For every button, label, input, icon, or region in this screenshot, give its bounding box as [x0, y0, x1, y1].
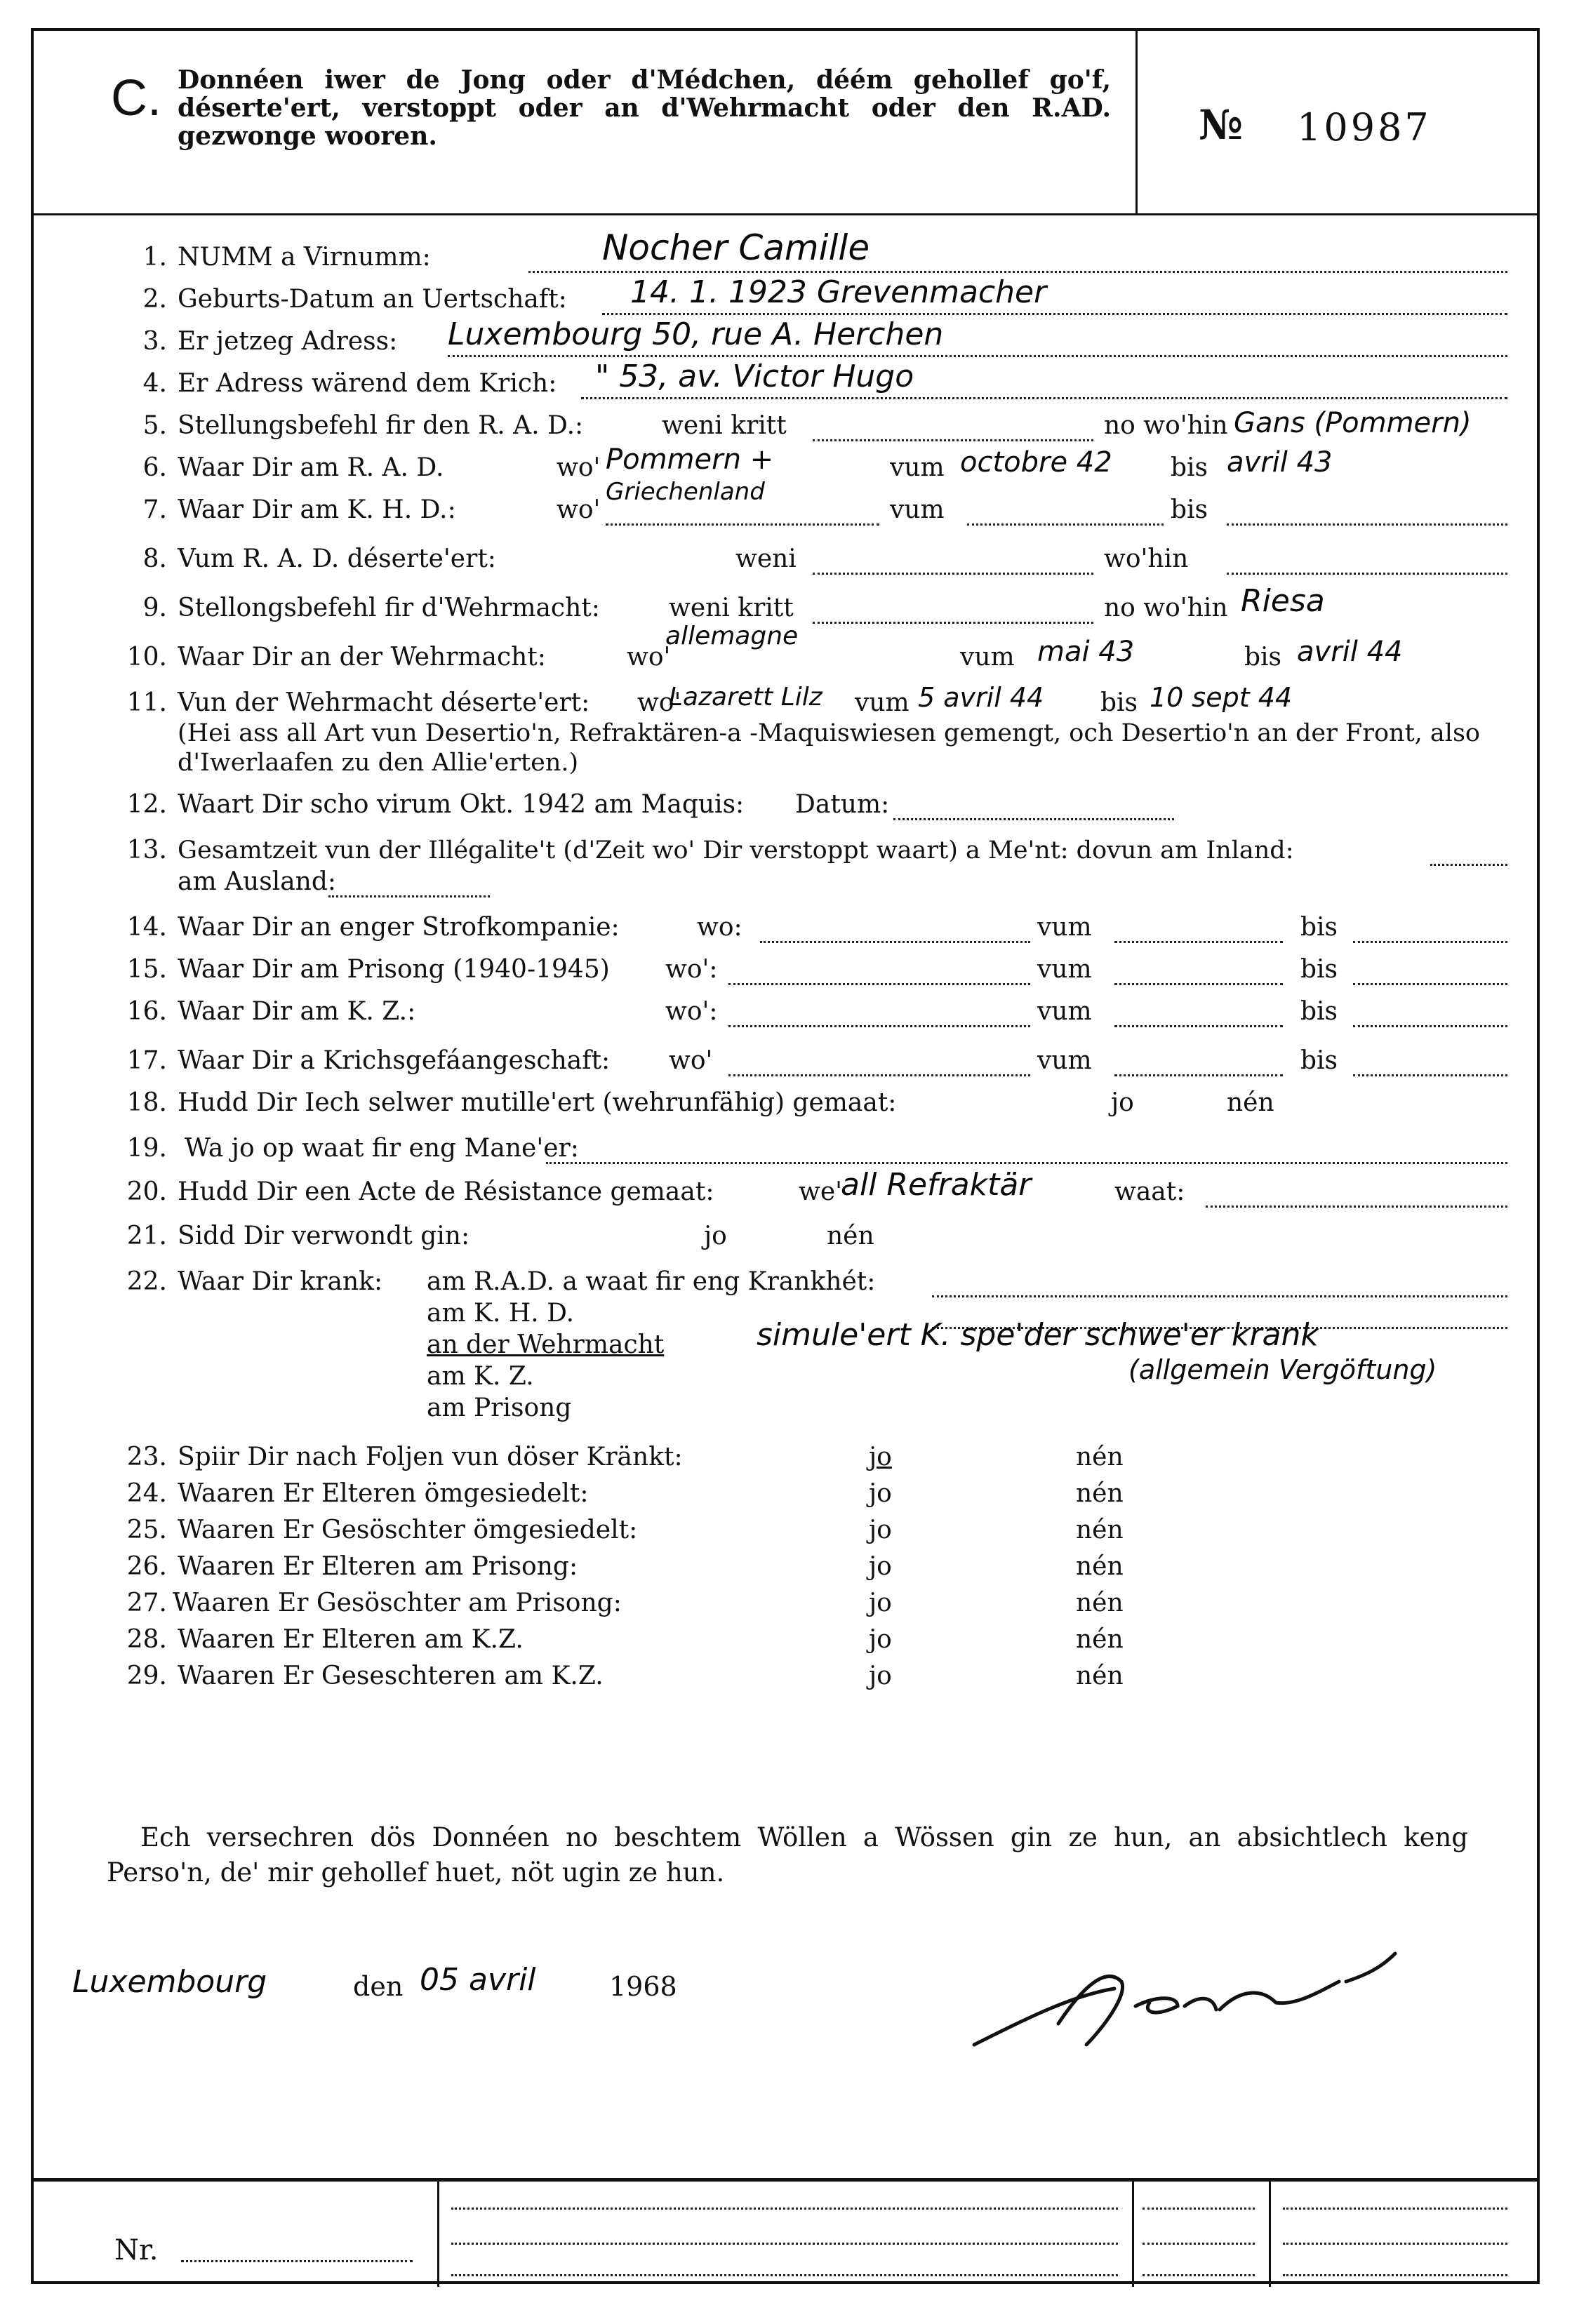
- jo-option[interactable]: jo: [704, 1222, 727, 1250]
- table-divider: [1132, 2182, 1134, 2287]
- vum-label: vum: [890, 495, 945, 524]
- row-number: 8.: [142, 545, 167, 573]
- fill-line[interactable]: [728, 1024, 1030, 1027]
- weni-label: weni kritt: [669, 594, 794, 622]
- row-label: Vum R. A. D. déserte'ert:: [178, 545, 496, 573]
- row-number: 17.: [126, 1046, 167, 1075]
- row-label: Waaren Er Elteren am Prisong:: [178, 1552, 578, 1581]
- bis-label: bis: [1300, 997, 1338, 1026]
- fill-line[interactable]: [1283, 2241, 1507, 2245]
- form-row-21: [34, 1220, 1537, 1253]
- sub-label-wehrmacht: an der Wehrmacht: [427, 1330, 665, 1359]
- fill-line[interactable]: [602, 312, 1507, 315]
- year-label: 1968: [609, 1971, 677, 2002]
- form-row-22: [34, 1266, 1537, 1298]
- form-row-5: [34, 407, 1537, 442]
- handwritten-destination: Riesa: [1241, 583, 1325, 619]
- nen-option[interactable]: nén: [1076, 1552, 1124, 1581]
- row-number: 29.: [126, 1662, 167, 1690]
- row-label: Vun der Wehrmacht déserte'ert:: [178, 688, 590, 717]
- handwritten-wo: allemagne: [665, 622, 799, 650]
- row-number: 23.: [126, 1443, 167, 1471]
- bis-label: bis: [1244, 643, 1282, 672]
- row-number: 13.: [126, 836, 167, 864]
- sub-label-prisong: am Prisong: [427, 1394, 572, 1422]
- row-label: Waaren Er Geseschteren am K.Z.: [178, 1662, 604, 1690]
- form-row-26: [34, 1551, 1537, 1583]
- handwritten-bis: 10 sept 44: [1150, 682, 1293, 713]
- bis-label: bis: [1171, 453, 1208, 482]
- fill-line[interactable]: [1353, 982, 1507, 985]
- row-label: Wa jo op waat fir eng Mane'er:: [185, 1134, 579, 1163]
- wo-label: wo': [557, 453, 601, 482]
- we-label: we': [799, 1177, 843, 1206]
- row-label: Waar Dir am K. Z.:: [178, 997, 416, 1026]
- row-label: Waaren Er Elteren ömgesiedelt:: [178, 1479, 589, 1508]
- nen-option[interactable]: nén: [1076, 1479, 1124, 1508]
- fill-line[interactable]: [451, 2273, 1118, 2276]
- form-row-2: [34, 274, 1537, 316]
- handwritten-bis: avril 44: [1297, 636, 1403, 668]
- den-label: den: [353, 1971, 404, 2002]
- table-divider: [437, 2182, 439, 2287]
- vum-label: vum: [1037, 1046, 1092, 1075]
- row-label: Waar Dir am R. A. D.: [178, 453, 444, 482]
- row-number: 28.: [126, 1625, 167, 1654]
- fill-line[interactable]: [813, 438, 1093, 441]
- fill-line[interactable]: [728, 1073, 1030, 1076]
- fill-line[interactable]: [1353, 940, 1507, 943]
- form-row-18: [34, 1087, 1537, 1119]
- handwritten-vum: 5 avril 44: [918, 682, 1044, 713]
- wohin-label: wo'hin: [1104, 545, 1189, 573]
- form-row-1: [34, 227, 1537, 274]
- row-label: Hudd Dir Iech selwer mutille'ert (wehrunfähig) gemaat:: [178, 1088, 897, 1117]
- row-label: Waaren Er Gesöschter am Prisong:: [173, 1589, 622, 1617]
- fill-line[interactable]: [1114, 982, 1283, 985]
- section-letter: C.: [111, 70, 161, 126]
- declaration-text: Ech versechren dös Donnéen no beschtem Wöllen a Wössen gin ze hun, an absichtlech keng Perso'n, de' mir gehollef huet, nöt ugin ze hun.: [107, 1822, 1468, 1888]
- row-label: Sidd Dir verwondt gin:: [178, 1222, 470, 1250]
- wo-label: wo': [627, 643, 671, 672]
- fill-line[interactable]: [813, 571, 1093, 575]
- fill-line[interactable]: [1114, 1024, 1283, 1027]
- handwritten-wo: Lazarett Lilz: [669, 683, 822, 712]
- nr-label: Nr.: [114, 2234, 159, 2266]
- footer-table: [34, 2178, 1537, 2287]
- bis-label: bis: [1300, 913, 1338, 942]
- fill-line[interactable]: [606, 522, 879, 526]
- fill-line[interactable]: [1143, 2241, 1255, 2245]
- jo-option[interactable]: jo: [869, 1625, 892, 1654]
- nen-option[interactable]: nén: [1076, 1589, 1124, 1617]
- form-row-24: [34, 1478, 1537, 1510]
- fill-line[interactable]: [1227, 571, 1507, 575]
- row-11-note: (Hei ass all Art vun Desertio'n, Refraktären-a -Maquiswiesen gemengt, och Desertio'n an der Front, also d'Iwerlaafen zu den Allie'erten.): [178, 719, 1480, 777]
- row-number: 24.: [126, 1479, 167, 1508]
- fill-line[interactable]: [813, 620, 1093, 624]
- fill-line[interactable]: [328, 894, 490, 897]
- vum-label: vum: [890, 453, 945, 482]
- form-row-19: [34, 1133, 1537, 1165]
- fill-line[interactable]: [451, 2206, 1118, 2210]
- handwritten-illness: simule'ert K. spe'der schwe'er krank: [757, 1317, 1319, 1353]
- bis-label: bis: [1300, 1046, 1338, 1075]
- nen-option[interactable]: nén: [1076, 1516, 1124, 1544]
- row-label: Hudd Dir een Acte de Résistance gemaat:: [178, 1177, 714, 1206]
- signature: [946, 1939, 1451, 2080]
- form-number: 10987: [1297, 105, 1432, 149]
- fill-line[interactable]: [1143, 2206, 1255, 2210]
- row-number: 15.: [126, 955, 167, 984]
- row-label: Waar Dir a Krichsgefáangeschaft:: [178, 1046, 611, 1075]
- wohin-label: no wo'hin: [1104, 594, 1228, 622]
- fill-line[interactable]: [1353, 1024, 1507, 1027]
- fill-line[interactable]: [728, 982, 1030, 985]
- row-label: Waar Dir an enger Strofkompanie:: [178, 913, 620, 942]
- row-number: 10.: [126, 643, 167, 672]
- sub-label-rad: am R.A.D. a waat fir eng Krankhét:: [427, 1267, 876, 1296]
- form-row-4: [34, 359, 1537, 400]
- nen-option[interactable]: nén: [1076, 1443, 1124, 1471]
- row-number: 9.: [142, 594, 167, 622]
- table-divider: [1269, 2182, 1271, 2287]
- jo-option[interactable]: jo: [869, 1479, 892, 1508]
- row-label: Spiir Dir nach Foljen vun döser Kränkt:: [178, 1443, 683, 1471]
- row-label: Stellungsbefehl fir den R. A. D.:: [178, 411, 584, 440]
- fill-line[interactable]: [760, 940, 1030, 943]
- row-number: 21.: [126, 1222, 167, 1250]
- fill-line[interactable]: [1143, 2273, 1255, 2276]
- row-label: Er Adress wärend dem Krich:: [178, 369, 557, 398]
- row-label: Waart Dir scho virum Okt. 1942 am Maquis:: [178, 790, 745, 819]
- row-label: Stellongsbefehl fir d'Wehrmacht:: [178, 594, 600, 622]
- fill-line[interactable]: [1114, 1073, 1283, 1076]
- form-row-22-prisong: [34, 1392, 1537, 1424]
- nen-option[interactable]: nén: [1227, 1088, 1274, 1117]
- section-title: Donnéen iwer de Jong oder d'Médchen, déém gehollef go'f, déserte'ert, verstoppt oder an d'Wehrmacht oder den R.AD. gezwonge wooren.: [178, 65, 1111, 151]
- fill-line[interactable]: [967, 522, 1164, 526]
- vum-label: vum: [960, 643, 1015, 672]
- jo-option[interactable]: jo: [869, 1516, 892, 1544]
- form-row-27: [34, 1587, 1537, 1620]
- row-number: 1.: [142, 243, 167, 272]
- nen-option[interactable]: nén: [827, 1222, 874, 1250]
- form-row-28: [34, 1624, 1537, 1656]
- vum-label: vum: [1037, 955, 1092, 984]
- nen-option[interactable]: nén: [1076, 1662, 1124, 1690]
- form-frame: [31, 28, 1540, 2284]
- wo-label: wo': [669, 1046, 713, 1075]
- row-number: 25.: [126, 1516, 167, 1544]
- row-label: Waaren Er Gesöschter ömgesiedelt:: [178, 1516, 638, 1544]
- wo-label: wo': [557, 495, 601, 524]
- form-row-8: [34, 543, 1537, 575]
- form-row-7: [34, 478, 1537, 526]
- handwritten-destination: Gans (Pommern): [1234, 407, 1472, 439]
- jo-option[interactable]: jo: [869, 1662, 892, 1690]
- wo-label: wo':: [665, 955, 718, 984]
- row-label: Waar Dir am Prisong (1940-1945): [178, 955, 610, 984]
- handwritten-vum: octobre 42: [960, 446, 1112, 479]
- fill-line[interactable]: [448, 354, 1507, 357]
- weni-label: weni: [735, 545, 797, 573]
- handwritten-resistance: all Refraktär: [841, 1167, 1032, 1203]
- row-number: 7.: [142, 495, 167, 524]
- sub-label-kz: am K. Z.: [427, 1362, 534, 1391]
- form-row-15: [34, 954, 1537, 986]
- handwritten-name: Nocher Camille: [602, 227, 870, 268]
- row-label: Geburts-Datum an Uertschaft:: [178, 285, 567, 314]
- row-number: 27.: [126, 1589, 167, 1617]
- fill-line[interactable]: [528, 269, 1507, 273]
- row-number: 26.: [126, 1552, 167, 1581]
- wohin-label: no wo'hin: [1104, 411, 1228, 440]
- header-divider: [1135, 31, 1138, 213]
- form-row-3: [34, 316, 1537, 358]
- row-number: 16.: [126, 997, 167, 1026]
- row-number: 18.: [126, 1088, 167, 1117]
- form-row-23: [34, 1441, 1537, 1474]
- weni-label: weni kritt: [662, 411, 787, 440]
- fill-line[interactable]: [1206, 1204, 1507, 1208]
- fill-line[interactable]: [181, 2259, 413, 2262]
- handwritten-vum: mai 43: [1037, 636, 1135, 668]
- sub-label-khd: am K. H. D.: [427, 1299, 575, 1328]
- bis-label: bis: [1171, 495, 1208, 524]
- row-number: 3.: [142, 327, 167, 356]
- row-label: Waar Dir am K. H. D.:: [178, 495, 456, 524]
- handwritten-wo: Griechenland: [606, 478, 765, 506]
- fill-line[interactable]: [581, 396, 1507, 399]
- form-row-14: [34, 911, 1537, 944]
- form-row-11: [34, 682, 1537, 719]
- handwritten-war-address: " 53, av. Victor Hugo: [595, 359, 914, 394]
- fill-line[interactable]: [1114, 940, 1283, 943]
- row-label: Waar Dir an der Wehrmacht:: [178, 643, 546, 672]
- form-row-10: [34, 622, 1537, 674]
- jo-option[interactable]: jo: [869, 1589, 892, 1617]
- row-label: Gesamtzeit vun der Illégalite't (d'Zeit wo' Dir verstoppt waart) a Me'nt: dovun am Inland:: [178, 836, 1294, 864]
- vum-label: vum: [1037, 913, 1092, 942]
- vum-label: vum: [855, 688, 910, 717]
- handwritten-wo: Pommern +: [606, 443, 774, 476]
- fill-line[interactable]: [1353, 1073, 1507, 1076]
- jo-option[interactable]: jo: [1111, 1088, 1134, 1117]
- wo-label: wo':: [665, 997, 718, 1026]
- datum-label: Datum:: [795, 790, 890, 819]
- form-row-13b: [34, 866, 1537, 898]
- form-row-16: [34, 996, 1537, 1028]
- row-number: 22.: [126, 1267, 167, 1296]
- handwritten-address: Luxembourg 50, rue A. Herchen: [448, 316, 944, 352]
- row-label: NUMM a Virnumm:: [178, 243, 431, 272]
- row-number: 4.: [142, 369, 167, 398]
- row-label: am Ausland:: [178, 867, 337, 896]
- wo-label: wo:: [697, 913, 742, 942]
- form-header: [34, 31, 1537, 215]
- form-row-22-kz: [34, 1354, 1537, 1393]
- handwritten-illness-note: (allgemein Vergöftung): [1128, 1354, 1437, 1385]
- fill-line[interactable]: [1227, 522, 1507, 526]
- row-number: 6.: [142, 453, 167, 482]
- form-row-29: [34, 1660, 1537, 1692]
- row-number: 20.: [126, 1177, 167, 1206]
- row-number: 2.: [142, 285, 167, 314]
- form-row-20: [34, 1167, 1537, 1208]
- fill-line[interactable]: [1283, 2206, 1507, 2210]
- row-label: Waaren Er Elteren am K.Z.: [178, 1625, 524, 1654]
- row-label: Er jetzeg Adress:: [178, 327, 398, 356]
- handwritten-bis: avril 43: [1227, 446, 1333, 479]
- form-row-17: [34, 1045, 1537, 1077]
- bis-label: bis: [1300, 955, 1338, 984]
- fill-line[interactable]: [546, 1161, 1507, 1164]
- fill-line[interactable]: [451, 2241, 1118, 2245]
- wo-label: wo': [637, 688, 681, 717]
- jo-option[interactable]: jo: [869, 1552, 892, 1581]
- row-label: Waar Dir krank:: [178, 1267, 383, 1296]
- row-number: 14.: [126, 913, 167, 942]
- nen-option[interactable]: nén: [1076, 1625, 1124, 1654]
- vum-label: vum: [1037, 997, 1092, 1026]
- fill-line[interactable]: [893, 817, 1174, 820]
- waat-label: waat:: [1114, 1177, 1185, 1206]
- handwritten-place: Luxembourg: [72, 1964, 267, 2000]
- number-symbol: №: [1199, 101, 1244, 149]
- bis-label: bis: [1100, 688, 1138, 717]
- handwritten-birth: 14. 1. 1923 Grevenmacher: [630, 274, 1047, 310]
- row-number: 12.: [126, 790, 167, 819]
- row-number: 11.: [126, 688, 167, 717]
- jo-option[interactable]: jo: [869, 1443, 892, 1471]
- form-row-25: [34, 1514, 1537, 1547]
- row-number: 19.: [126, 1134, 167, 1163]
- form-row-6: [34, 443, 1537, 484]
- form-row-13: [34, 834, 1537, 867]
- row-number: 5.: [142, 411, 167, 440]
- form-row-12: [34, 789, 1537, 821]
- fill-line[interactable]: [1283, 2273, 1507, 2276]
- handwritten-date: 05 avril: [420, 1962, 536, 1998]
